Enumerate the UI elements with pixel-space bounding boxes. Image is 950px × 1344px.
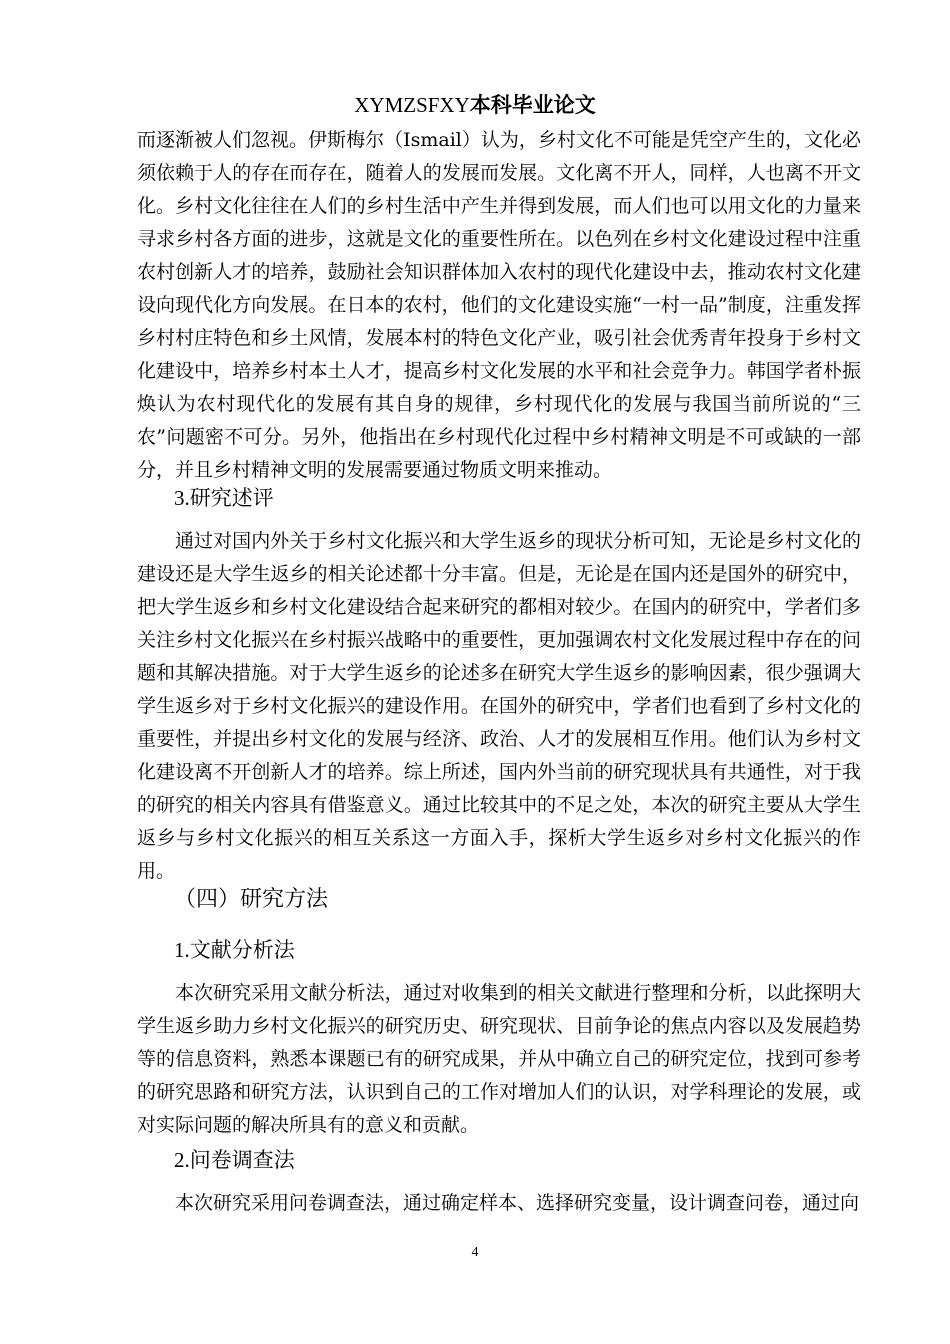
page-header [0,90,950,120]
heading-research-methods: （四）研究方法 [174,887,329,912]
heading-text: 研究述评 [189,486,274,510]
paragraph-research-review: 通过对国内外关于乡村文化振兴和大学生返乡的现状分析可知，无论是乡村文化的建设还是大学生返乡的相关论述都十分丰富。但是，无论是在国内还是国外的研究中，把大学生返乡和乡村文化建设结合起来研究的都相对较少。在国内的研究中，学者们多关注乡村文化振兴在乡村振兴战略中的重要性，更加强调农村文化发展过程中存在的问题和其解决措施。对于大学生返乡的论述多在研究大学生返乡的影响因素，很少强调大学生返乡对于乡村文化振兴的建设作用。在国外的研究中，学者们也看到了乡村文化的重要性，并提出乡村文化的发展与经济、政治、人才的发展相互作用。他们认为乡村文化建设离不开创新人才的培养。综上所述，国内外当前的研究现状具有共通性，对于我的研究的相关内容具有借鉴意义。通过比较其中的不足之处，本次的研究主要从大学生返乡与乡村文化振兴的相互关系这一方面入手，探析大学生返乡对乡村文化振兴的作用。 [137,530,861,882]
heading-literature-analysis [174,934,295,966]
paragraph-foreign-research: 而逐渐被人们忽视。伊斯梅尔（Ismail）认为，乡村文化不可能是凭空产生的，文化必须依赖于人的存在而存在，随着人的发展而发展。文化离不开人，同样，人也离不开文化。乡村文化往往在人们的乡村生活中产生并得到发展，而人们也可以用文化的力量来寻求乡村各方面的进步，这就是文化的重要性所在。以色列在乡村文化建设过程中注重农村创新人才的培养，鼓励社会知识群体加入农村的现代化建设中去，推动农村文化建设向现代化方向发展。在日本的农村，他们的文化建设实施“一村一品”制度，注重发挥乡村村庄特色和乡土风情，发展本村的特色文化产业，吸引社会优秀青年投身于乡村文化建设中，培养乡村本土人才，提高乡村文化发展的水平和社会竞争力。韩国学者朴振焕认为农村现代化的发展有其自身的规律，乡村现代化的发展与我国当前所说的“三农”问题密不可分。另外，他指出在乡村现代化过程中乡村精神文明是不可或缺的一部分，并且乡村精神文明的发展需要通过物质文明来推动。 [137,129,861,481]
paragraph-questionnaire: 本次研究采用问卷调查法，通过确定样本、选择研究变量，设计调查问卷，通过向 [175,1192,860,1214]
heading-text: 问卷调查法 [189,1148,295,1172]
heading-number: 2. [174,1148,190,1172]
heading-questionnaire [174,1144,295,1176]
heading-text: 文献分析法 [189,938,295,962]
header-latin: XYMZSFXY [354,93,470,117]
header-chinese: 本科毕业论文 [469,93,596,117]
heading-number: 1. [174,938,190,962]
heading-research-review [174,482,274,514]
heading-number: 3. [174,486,190,510]
page-number: 4 [471,1245,479,1260]
paragraph-literature-analysis: 本次研究采用文献分析法，通过对收集到的相关文献进行整理和分析，以此探明大学生返乡助力乡村文化振兴的研究历史、研究现状、目前争论的焦点内容以及发展趋势等的信息资料，熟悉本课题已有的研究成果，并从中确立自己的研究定位，找到可参考的研究思路和研究方法，认识到自己的工作对增加人们的认识，对学科理论的发展，或对实际问题的解决所具有的意义和贡献。 [137,982,861,1136]
